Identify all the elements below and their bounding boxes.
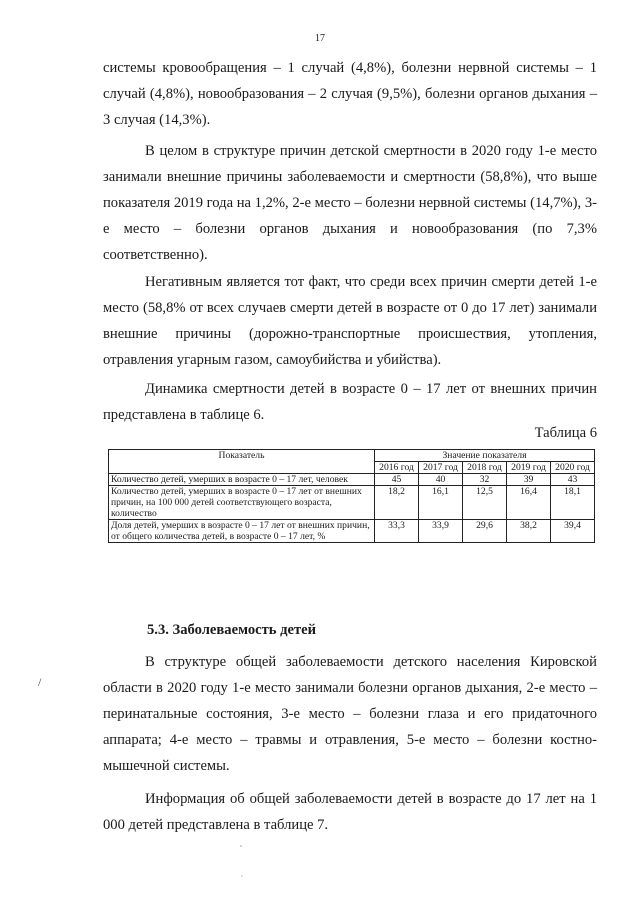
cell-value: 39,4 — [551, 520, 595, 543]
header-value: Значение показателя — [375, 450, 595, 462]
cell-value: 16,1 — [419, 486, 463, 520]
table-row — [109, 486, 595, 520]
table-row — [109, 474, 595, 486]
margin-mark: / — [38, 675, 42, 689]
year-header: 2019 год — [507, 462, 551, 474]
paragraph: системы кровообращения – 1 случай (4,8%), болезни нервной системы – 1 случай (4,8%), новообразования – 2 случая (9,5%), болезни органов дыхания – 3 случая (14,3%). — [103, 60, 597, 128]
table-header-row — [109, 450, 595, 462]
paragraph: Динамика смертности детей в возрасте 0 – 17 лет от внешних причин представлена в таблице 6. — [103, 381, 597, 423]
cell-value: 18,2 — [375, 486, 419, 520]
cell-value: 29,6 — [463, 520, 507, 543]
paragraph: Информация об общей заболеваемости детей в возрасте до 17 лет на 1 000 детей представлена в таблице 7. — [103, 791, 597, 833]
paragraph: В структуре общей заболеваемости детского населения Кировской области в 2020 году 1-е место занимали болезни органов дыхания, 2-е место – перинатальные состояния, 3-е место – болезни глаза и его придаточного аппарата; 4-е место – травмы и отравления, 5-е место – болезни костно-мышечной системы. — [103, 654, 597, 774]
row-label: Количество детей, умерших в возрасте 0 – 17 лет от внешних причин, на 100 000 детей соответствующего возраста, количество — [109, 486, 375, 520]
cell-value: 39 — [507, 474, 551, 486]
row-label: Доля детей, умерших в возрасте 0 – 17 лет от внешних причин, от общего количества детей, в возрасте 0 – 17 лет, % — [109, 520, 375, 543]
year-header: 2017 год — [419, 462, 463, 474]
cell-value: 40 — [419, 474, 463, 486]
data-table — [108, 449, 595, 543]
body-text-top — [103, 55, 597, 428]
year-header: 2016 год — [375, 462, 419, 474]
row-label: Количество детей, умерших в возрасте 0 – 17 лет, человек — [109, 474, 375, 486]
year-header: 2018 год — [463, 462, 507, 474]
cell-value: 12,5 — [463, 486, 507, 520]
scan-specks — [238, 842, 248, 882]
table-label: Таблица 6 — [534, 425, 597, 441]
table-row — [109, 520, 595, 543]
page-number: 17 — [315, 33, 325, 44]
cell-value: 33,3 — [375, 520, 419, 543]
header-indicator: Показатель — [109, 450, 375, 474]
cell-value: 33,9 — [419, 520, 463, 543]
section-heading: 5.3. Заболеваемость детей — [147, 622, 317, 638]
paragraph: В целом в структуре причин детской смертности в 2020 году 1-е место занимали внешние причины заболеваемости и смертности (58,8%), что выше показателя 2019 года на 1,2%, 2-е место – болезни нервной системы (14,7%), 3-е место – болезни органов дыхания и новообразования (по 7,3% соответственно). — [103, 143, 597, 263]
cell-value: 43 — [551, 474, 595, 486]
cell-value: 38,2 — [507, 520, 551, 543]
cell-value: 32 — [463, 474, 507, 486]
year-header: 2020 год — [551, 462, 595, 474]
paragraph: Негативным является тот факт, что среди всех причин смерти детей 1-е место (58,8% от всех случаев смерти детей в возрасте от 0 до 17 лет) занимали внешние причины (дорожно-транспортные происшествия, утопления, отравления угарным газом, самоубийства и убийства). — [103, 274, 597, 368]
cell-value: 18,1 — [551, 486, 595, 520]
body-text-bottom — [103, 649, 597, 838]
cell-value: 45 — [375, 474, 419, 486]
cell-value: 16,4 — [507, 486, 551, 520]
